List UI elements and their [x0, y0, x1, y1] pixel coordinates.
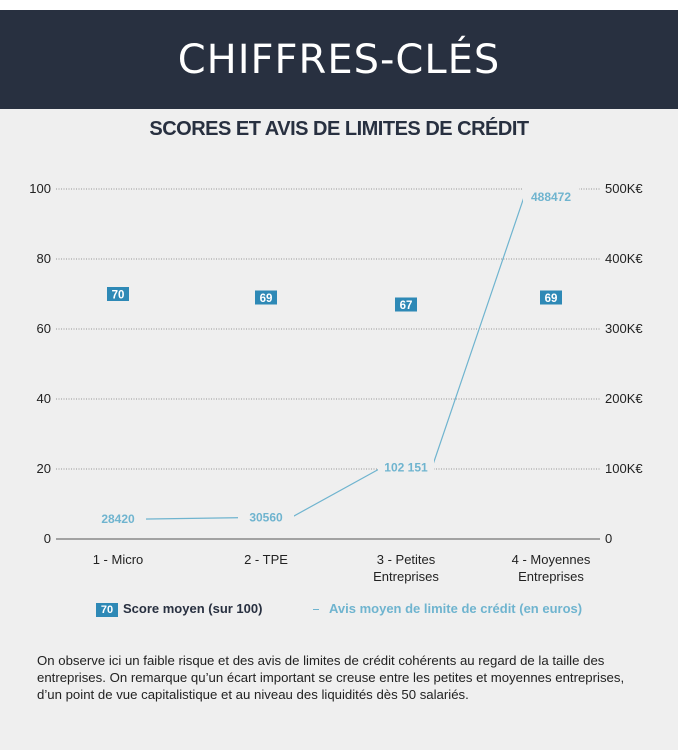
- x-tick-label: 1 - Micro: [92, 552, 144, 567]
- legend-score-swatch: 70: [96, 603, 118, 617]
- x-tick-label: Entreprises: [518, 569, 584, 584]
- score-value-label: 69: [259, 293, 273, 305]
- score-value-label: 69: [544, 293, 558, 305]
- chart-title: SCORES ET AVIS DE LIMITES DE CRÉDIT: [149, 118, 529, 140]
- page-title: CHIFFRES-CLÉS: [177, 36, 501, 83]
- chart-description: On observe ici un faible risque et des avis de limites de crédit cohérents au regard de la taille des entreprises. On remarque qu’un écart important se creuse entre les petites et moyennes entreprises, d’un point de vue capitalistique et au niveau des liquidités dès 50 salariés.: [37, 653, 625, 702]
- credit-value-label: 102 151: [384, 460, 428, 475]
- credit-value-label: 488472: [530, 190, 572, 205]
- chart-legend: [0, 598, 678, 622]
- x-tick-label: 3 - Petites: [376, 552, 436, 567]
- y-right-tick-label: 0: [605, 531, 613, 546]
- x-tick-label: Entreprises: [373, 569, 439, 584]
- legend-credit-label: Avis moyen de limite de crédit (en euros): [329, 601, 583, 616]
- y-right-tick-label: 500K€: [605, 181, 643, 196]
- y-right-tick-label: 400K€: [605, 251, 643, 266]
- y-left-tick-label: 20: [36, 461, 51, 476]
- x-tick-label: 2 - TPE: [244, 552, 288, 567]
- y-left-tick-label: 60: [36, 321, 51, 336]
- legend-credit-swatch: [313, 609, 319, 610]
- legend-score-label: Score moyen (sur 100): [123, 601, 263, 616]
- score-value-label: 67: [399, 300, 413, 312]
- score-value-label: 70: [111, 289, 125, 302]
- y-left-tick-label: 100: [29, 181, 51, 196]
- y-right-tick-label: 300K€: [605, 321, 643, 336]
- credit-value-label: 28420: [101, 512, 135, 527]
- credit-line: [140, 197, 524, 519]
- y-right-tick-label: 200K€: [605, 391, 643, 406]
- y-left-tick-label: 0: [43, 531, 51, 546]
- x-tick-label: 4 - Moyennes: [511, 552, 591, 567]
- credit-value-label: 30560: [249, 510, 283, 525]
- y-right-tick-label: 100K€: [605, 461, 643, 476]
- y-left-tick-label: 40: [36, 391, 51, 406]
- y-left-tick-label: 80: [36, 251, 51, 266]
